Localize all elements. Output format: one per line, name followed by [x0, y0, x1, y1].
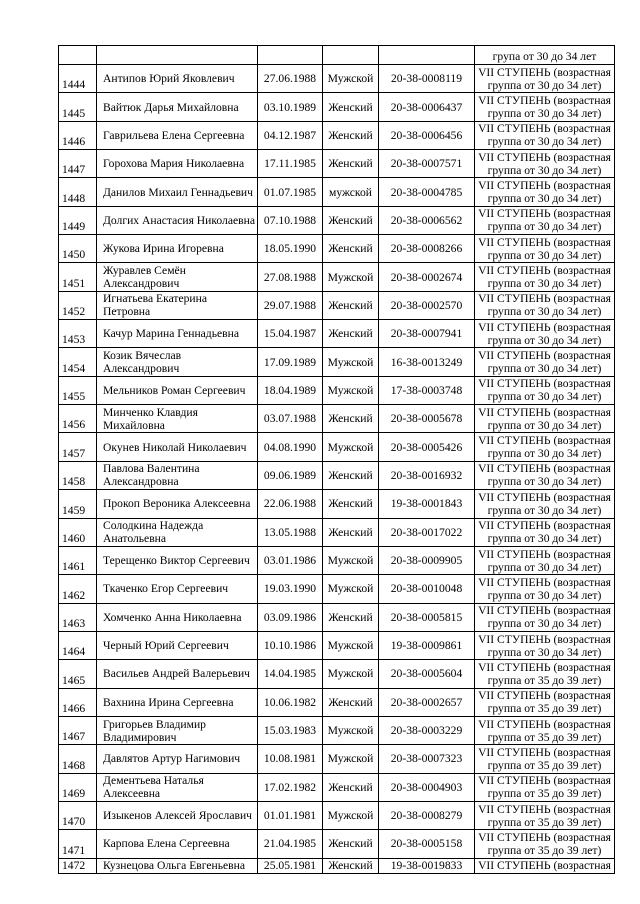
table-row: [59, 376, 615, 404]
table-row: [59, 461, 615, 489]
table-row: [59, 291, 615, 319]
full-name: Вахнина Ирина Сергеевна: [97, 688, 258, 716]
level-cell: [475, 235, 615, 263]
row-number: 1465: [59, 660, 97, 688]
birth-date: 03.10.1989: [258, 93, 323, 121]
level-group-text: група от 30 до 34 лет: [492, 50, 597, 63]
level-text: VII СТУПЕНЬ (возрастная: [478, 434, 611, 448]
birth-date: 10.06.1982: [258, 688, 323, 716]
full-name: Горохова Мария Николаевна: [97, 150, 258, 178]
table-row: [59, 405, 615, 433]
level-cell: [475, 320, 615, 348]
row-number: 1469: [59, 773, 97, 801]
birth-date: 17.02.1982: [258, 773, 323, 801]
table-row: [59, 235, 615, 263]
uin-code: 20-38-0006437: [379, 93, 475, 121]
uin-code: 20-38-0004785: [379, 178, 475, 206]
uin-code: 20-38-0002674: [379, 263, 475, 291]
level-text: VII СТУПЕНЬ (возрастная: [478, 745, 611, 759]
full-name: Карпова Елена Сергеевна: [97, 830, 258, 858]
age-group-text: группа от 30 до 34 лет): [487, 418, 602, 432]
table-row: [59, 546, 615, 574]
gender: Женский: [323, 405, 379, 433]
table-row: [59, 631, 615, 659]
gender: Женский: [323, 121, 379, 149]
full-name: Вайтюк Дарья Михайловна: [97, 93, 258, 121]
birth-date: 18.05.1990: [258, 235, 323, 263]
birth-date: 10.10.1986: [258, 631, 323, 659]
full-name: Прокоп Вероника Алексеевна: [97, 490, 258, 518]
table-row: [59, 745, 615, 773]
row-number: 1448: [59, 178, 97, 206]
full-name: Окунев Николай Николаевич: [97, 433, 258, 461]
birth-date: 01.07.1985: [258, 178, 323, 206]
table-row: [59, 348, 615, 376]
cell-dob: [258, 46, 323, 65]
age-group-text: группа от 35 до 39 лет): [487, 673, 602, 687]
row-number: 1444: [59, 65, 97, 93]
birth-date: 25.05.1981: [258, 858, 323, 873]
level-text: VII СТУПЕНЬ (возрастная: [478, 490, 611, 504]
level-cell: [475, 206, 615, 234]
full-name: Минченко Клавдия Михайловна: [97, 405, 258, 433]
participants-table: [58, 45, 615, 874]
level-text: VII СТУПЕНЬ (возрастная: [478, 320, 611, 334]
birth-date: 04.12.1987: [258, 121, 323, 149]
gender: Мужской: [323, 263, 379, 291]
uin-code: 20-38-0008279: [379, 801, 475, 829]
document-page: [58, 45, 615, 874]
birth-date: 07.10.1988: [258, 206, 323, 234]
uin-code: 19-38-0009861: [379, 631, 475, 659]
level-cell: [475, 716, 615, 744]
full-name: Терещенко Виктор Сергеевич: [97, 546, 258, 574]
row-number: 1446: [59, 121, 97, 149]
level-cell: [475, 461, 615, 489]
age-group-text: группа от 30 до 34 лет): [487, 560, 602, 574]
age-group-text: группа от 30 до 34 лет): [487, 362, 602, 376]
cell-name: [97, 46, 258, 65]
level-text: VII СТУПЕНЬ (возрастная: [478, 65, 611, 79]
age-group-text: группа от 30 до 34 лет): [487, 617, 602, 631]
gender: Женский: [323, 830, 379, 858]
birth-date: 15.04.1987: [258, 320, 323, 348]
cell-num: [59, 46, 97, 65]
full-name: Солодкина Надежда Анатольевна: [97, 518, 258, 546]
uin-code: 20-38-0009905: [379, 546, 475, 574]
full-name: Павлова Валентина Александровна: [97, 461, 258, 489]
level-cell: [475, 121, 615, 149]
gender: Женский: [323, 688, 379, 716]
age-group-text: группа от 30 до 34 лет): [487, 645, 602, 659]
table-row: [59, 178, 615, 206]
table-row: [59, 830, 615, 858]
table-row: [59, 490, 615, 518]
row-number: 1466: [59, 688, 97, 716]
row-number: 1470: [59, 801, 97, 829]
table-row: [59, 206, 615, 234]
level-text: VII СТУПЕНЬ (возрастная: [478, 575, 611, 589]
gender: Женский: [323, 206, 379, 234]
uin-code: 20-38-0005158: [379, 830, 475, 858]
table-row: [59, 320, 615, 348]
table-row: [59, 121, 615, 149]
uin-code: 20-38-0010048: [379, 575, 475, 603]
uin-code: 16-38-0013249: [379, 348, 475, 376]
row-number: 1463: [59, 603, 97, 631]
age-group-text: группа от 35 до 39 лет): [487, 730, 602, 744]
gender: Мужской: [323, 546, 379, 574]
age-group-text: группа от 30 до 34 лет): [487, 333, 602, 347]
table-row: [59, 65, 615, 93]
uin-code: 19-38-0019833: [379, 858, 475, 873]
uin-code: 20-38-0004903: [379, 773, 475, 801]
row-number: 1445: [59, 93, 97, 121]
row-number: 1460: [59, 518, 97, 546]
level-text: VII СТУПЕНЬ (возрастная: [478, 632, 611, 646]
birth-date: 22.06.1988: [258, 490, 323, 518]
gender: Мужской: [323, 65, 379, 93]
uin-code: 20-38-0002570: [379, 291, 475, 319]
level-text: VII СТУПЕНЬ (возрастная: [478, 264, 611, 278]
level-cell: [475, 178, 615, 206]
uin-code: 20-38-0007941: [379, 320, 475, 348]
uin-code: 20-38-0017022: [379, 518, 475, 546]
age-group-text: группа от 30 до 34 лет): [487, 248, 602, 262]
gender: Женский: [323, 858, 379, 873]
uin-code: 20-38-0005678: [379, 405, 475, 433]
birth-date: 03.07.1988: [258, 405, 323, 433]
table-row: [59, 575, 615, 603]
gender: Женский: [323, 320, 379, 348]
full-name: Ткаченко Егор Сергеевич: [97, 575, 258, 603]
row-number: 1454: [59, 348, 97, 376]
row-number: 1471: [59, 830, 97, 858]
row-number: 1456: [59, 405, 97, 433]
uin-code: 20-38-0006562: [379, 206, 475, 234]
level-text: VII СТУПЕНЬ (возрастная: [475, 858, 615, 873]
uin-code: 20-38-0005604: [379, 660, 475, 688]
birth-date: 18.04.1989: [258, 376, 323, 404]
cell-level: [475, 46, 615, 65]
uin-code: 20-38-0007571: [379, 150, 475, 178]
full-name: Черный Юрий Сергеевич: [97, 631, 258, 659]
birth-date: 21.04.1985: [258, 830, 323, 858]
level-cell: [475, 405, 615, 433]
age-group-text: группа от 30 до 34 лет): [487, 220, 602, 234]
birth-date: 19.03.1990: [258, 575, 323, 603]
level-cell: [475, 801, 615, 829]
level-cell: [475, 263, 615, 291]
level-cell: [475, 65, 615, 93]
table-row: [59, 858, 615, 873]
level-text: VII СТУПЕНЬ (возрастная: [478, 122, 611, 136]
gender: Женский: [323, 461, 379, 489]
level-text: VII СТУПЕНЬ (возрастная: [478, 207, 611, 221]
row-number: 1468: [59, 745, 97, 773]
full-name: Хомченко Анна Николаевна: [97, 603, 258, 631]
level-text: VII СТУПЕНЬ (возрастная: [478, 179, 611, 193]
row-number: 1455: [59, 376, 97, 404]
full-name: Дементьева Наталья Алексеевна: [97, 773, 258, 801]
level-cell: [475, 745, 615, 773]
level-cell: [475, 660, 615, 688]
age-group-text: группа от 35 до 39 лет): [487, 758, 602, 772]
table-row: [59, 433, 615, 461]
age-group-text: группа от 30 до 34 лет): [487, 135, 602, 149]
birth-date: 03.09.1986: [258, 603, 323, 631]
full-name: Антипов Юрий Яковлевич: [97, 65, 258, 93]
gender: Мужской: [323, 376, 379, 404]
level-text: VII СТУПЕНЬ (возрастная: [478, 235, 611, 249]
level-text: VII СТУПЕНЬ (возрастная: [478, 150, 611, 164]
level-text: VII СТУПЕНЬ (возрастная: [478, 94, 611, 108]
age-group-text: группа от 35 до 39 лет): [487, 702, 602, 716]
level-cell: [475, 376, 615, 404]
age-group-text: группа от 30 до 34 лет): [487, 107, 602, 121]
row-number: 1453: [59, 320, 97, 348]
birth-date: 27.06.1988: [258, 65, 323, 93]
level-cell: [475, 631, 615, 659]
row-number: 1452: [59, 291, 97, 319]
full-name: Журавлев Семён Александрович: [97, 263, 258, 291]
row-number: 1462: [59, 575, 97, 603]
age-group-text: группа от 35 до 39 лет): [487, 787, 602, 801]
level-cell: [475, 830, 615, 858]
birth-date: 27.08.1988: [258, 263, 323, 291]
full-name: Кузнецова Ольга Евгеньевна: [97, 858, 258, 873]
gender: Мужской: [323, 575, 379, 603]
age-group-text: группа от 30 до 34 лет): [487, 532, 602, 546]
age-group-text: группа от 30 до 34 лет): [487, 163, 602, 177]
gender: Мужской: [323, 745, 379, 773]
age-group-text: группа от 30 до 34 лет): [487, 78, 602, 92]
row-number: 1459: [59, 490, 97, 518]
full-name: Мельников Роман Сергеевич: [97, 376, 258, 404]
age-group-text: группа от 30 до 34 лет): [487, 305, 602, 319]
level-text: VII СТУПЕНЬ (возрастная: [478, 405, 611, 419]
gender: Мужской: [323, 348, 379, 376]
birth-date: 10.08.1981: [258, 745, 323, 773]
full-name: Васильев Андрей Валерьевич: [97, 660, 258, 688]
gender: Женский: [323, 490, 379, 518]
level-text: VII СТУПЕНЬ (возрастная: [478, 349, 611, 363]
full-name: Жукова Ирина Игоревна: [97, 235, 258, 263]
birth-date: 03.01.1986: [258, 546, 323, 574]
table-row: [59, 688, 615, 716]
birth-date: 29.07.1988: [258, 291, 323, 319]
level-cell: [475, 575, 615, 603]
level-cell: [475, 773, 615, 801]
age-group-text: группа от 30 до 34 лет): [487, 475, 602, 489]
full-name: Григорьев Владимир Владимирович: [97, 716, 258, 744]
full-name: Козик Вячеслав Александрович: [97, 348, 258, 376]
uin-code: 20-38-0006456: [379, 121, 475, 149]
level-text: VII СТУПЕНЬ (возрастная: [478, 462, 611, 476]
level-cell: [475, 490, 615, 518]
level-text: VII СТУПЕНЬ (возрастная: [478, 292, 611, 306]
level-text: VII СТУПЕНЬ (возрастная: [478, 717, 611, 731]
level-cell: [475, 546, 615, 574]
row-number: 1467: [59, 716, 97, 744]
row-number: 1457: [59, 433, 97, 461]
birth-date: 15.03.1983: [258, 716, 323, 744]
row-number: 1458: [59, 461, 97, 489]
level-text: VII СТУПЕНЬ (возрастная: [478, 689, 611, 703]
birth-date: 17.09.1989: [258, 348, 323, 376]
gender: Женский: [323, 235, 379, 263]
level-cell: [475, 518, 615, 546]
row-number: 1451: [59, 263, 97, 291]
cell-uin: [379, 46, 475, 65]
gender: мужской: [323, 178, 379, 206]
table-row: [59, 716, 615, 744]
full-name: Изыкенов Алексей Ярославич: [97, 801, 258, 829]
full-name: Гаврильева Елена Сергеевна: [97, 121, 258, 149]
gender: Женский: [323, 773, 379, 801]
birth-date: 13.05.1988: [258, 518, 323, 546]
gender: Женский: [323, 518, 379, 546]
level-text: VII СТУПЕНЬ (возрастная: [478, 660, 611, 674]
table-row: [59, 773, 615, 801]
table-row: [59, 518, 615, 546]
level-cell: [475, 603, 615, 631]
age-group-text: группа от 35 до 39 лет): [487, 815, 602, 829]
uin-code: 20-38-0007323: [379, 745, 475, 773]
level-text: VII СТУПЕНЬ (возрастная: [478, 519, 611, 533]
level-cell: [475, 291, 615, 319]
birth-date: 01.01.1981: [258, 801, 323, 829]
gender: Женский: [323, 603, 379, 631]
table-row: [59, 263, 615, 291]
table-row: [59, 603, 615, 631]
row-number: 1472: [59, 858, 97, 873]
uin-code: 20-38-0008266: [379, 235, 475, 263]
level-text: VII СТУПЕНЬ (возрастная: [478, 830, 611, 844]
table-row: [59, 801, 615, 829]
full-name: Качур Марина Геннадьевна: [97, 320, 258, 348]
age-group-text: группа от 30 до 34 лет): [487, 192, 602, 206]
row-number: 1447: [59, 150, 97, 178]
table-row: [59, 150, 615, 178]
gender: Мужской: [323, 631, 379, 659]
level-cell: [475, 150, 615, 178]
age-group-text: группа от 30 до 34 лет): [487, 390, 602, 404]
uin-code: 17-38-0003748: [379, 376, 475, 404]
level-cell: [475, 688, 615, 716]
gender: Женский: [323, 93, 379, 121]
table-row-continuation: [59, 46, 615, 65]
gender: Мужской: [323, 433, 379, 461]
uin-code: 20-38-0016932: [379, 461, 475, 489]
gender: Мужской: [323, 716, 379, 744]
age-group-text: группа от 30 до 34 лет): [487, 277, 602, 291]
age-group-text: группа от 30 до 34 лет): [487, 503, 602, 517]
gender: Мужской: [323, 801, 379, 829]
level-text: VII СТУПЕНЬ (возрастная: [478, 547, 611, 561]
gender: Женский: [323, 291, 379, 319]
level-cell: [475, 348, 615, 376]
gender: Женский: [323, 150, 379, 178]
table-row: [59, 93, 615, 121]
birth-date: 04.08.1990: [258, 433, 323, 461]
level-text: VII СТУПЕНЬ (возрастная: [478, 774, 611, 788]
birth-date: 17.11.1985: [258, 150, 323, 178]
full-name: Данилов Михаил Геннадьевич: [97, 178, 258, 206]
uin-code: 19-38-0001843: [379, 490, 475, 518]
table-row: [59, 660, 615, 688]
full-name: Долгих Анастасия Николаевна: [97, 206, 258, 234]
uin-code: 20-38-0003229: [379, 716, 475, 744]
level-cell: [475, 433, 615, 461]
birth-date: 14.04.1985: [258, 660, 323, 688]
row-number: 1449: [59, 206, 97, 234]
row-number: 1450: [59, 235, 97, 263]
cell-gender: [323, 46, 379, 65]
age-group-text: группа от 30 до 34 лет): [487, 447, 602, 461]
level-text: VII СТУПЕНЬ (возрастная: [478, 377, 611, 391]
row-number: 1464: [59, 631, 97, 659]
uin-code: 20-38-0008119: [379, 65, 475, 93]
full-name: Давлятов Артур Нагимович: [97, 745, 258, 773]
uin-code: 20-38-0002657: [379, 688, 475, 716]
level-cell: [475, 93, 615, 121]
full-name: Игнатьева Екатерина Петровна: [97, 291, 258, 319]
gender: Мужской: [323, 660, 379, 688]
uin-code: 20-38-0005815: [379, 603, 475, 631]
age-group-text: группа от 30 до 34 лет): [487, 588, 602, 602]
uin-code: 20-38-0005426: [379, 433, 475, 461]
level-text: VII СТУПЕНЬ (возрастная: [478, 604, 611, 618]
age-group-text: группа от 35 до 39 лет): [487, 843, 602, 857]
row-number: 1461: [59, 546, 97, 574]
birth-date: 09.06.1989: [258, 461, 323, 489]
level-text: VII СТУПЕНЬ (возрастная: [478, 802, 611, 816]
